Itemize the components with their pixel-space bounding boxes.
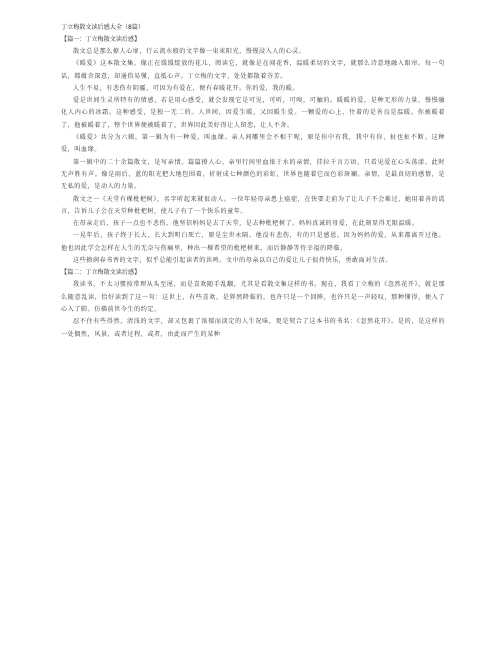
paragraph: 散文总是那么撩人心扉，行云流水般的文字像一束束阳光，慢慢浸入人的心灵。 (73, 48, 306, 55)
paragraph: 忍不住有些得然，清浅的文字，却又包裹了浓郁而淡定的人生况味，更是契合了这本书的书名：《忽然花开》。是的，是这样的一处偶然，风景，或者过程，或者，由此而产生的某种 (61, 318, 445, 338)
paragraph: 这些撩润春书香的文字，似乎总能引起读者的共鸣。文中的母亲以自己的爱让儿子很持快乐，勇敢面对生活。 (73, 257, 392, 265)
document-title: 丁立梅散文读后感大全（8篇） (61, 24, 145, 31)
paragraph: 在母亲走后，孩子一点也不悲伤，他坚信妈妈是去了天堂，是去种枇杷树了。妈妈真诚的母爱，在此刻显得无限温暖。 (73, 220, 419, 228)
paragraph: 我读书，不太习惯按常理从头至尾，而是喜欢随手乱翻，尤其是看散文集这样的书。现在，我看丁立梅的《忽然花开》，就是那么随意乱读，恰好读到了这一句：这世上，有些喜欢，是猝然降临的。也许只是一个回眸，也许只是一声轻叹，那种懂得，便入了心入了肺。仿佛前世今生的约定。 (61, 281, 445, 313)
paragraph: 一晃年后，孩子终于长大，长大到明白死亡，原是尘世永隔。他没有悲伤，有的只是感恩，因为妈妈的爱，从来都离开过他。他也因此学会怎样在人生的无奈与伤痛里，种出一棵希望的枇杷树来，而后静静等待幸福的降临。 (61, 232, 445, 252)
paragraph: 散文之一《天堂有棵枇杷树》，名字听起来就很动人。一位年轻母亲患上癌症，在快要走前为了让儿子不会难过，她用着善的谎言，告诉儿子会在天堂种枇杷树，使儿子有了一个快乐的童年。 (61, 195, 445, 215)
paragraph: 《暖爱》这本散文集，像正在缓缓绽放的花儿，阅读它，就像是在闻花香，温暖柔切的文字，就那么诗意地融入眼帘。每一句话，都蕴含深意，却通俗易懂，直抵心声。丁立梅的文字，处处都散着芬芳。 (61, 60, 445, 80)
paragraph: 第一辑中的二十余篇散文，是写亲情。篇篇撩人心。亲里行间里血浓于水的亲情，挂拉千言万语，只看见爱在心头荡漾。此时无声胜有声。像是雨后，蓝的阳光把大地包围着，折射成七种颜色的彩虹，世界也随着它而色彩斑斓。亲情，是最真切的感情，是无私的爱，是动人的力量。 (61, 158, 445, 191)
section-heading-2: 【篇二：丁立梅散文读后感】 (61, 269, 141, 277)
paragraph: 《暖爱》共分为六辑，第一辑为有一种爱，叫血缘。亲人间哪里会不相干呢，原是你中有我，我中有你，扯也扯不断。这种爱，叫血缘。 (61, 134, 445, 154)
section-heading-1: 【篇一：丁立梅散文读后感】 (61, 36, 141, 43)
document-page (61, 22, 445, 341)
paragraph: 爱是世间生灵所特有的情感，若是用心感受，就会发现它是可见，可听，可嗅，可触的。暖暖的爱，是种无形的力量，慢慢融化人内心的冰霜。这种感受，是独一无二的。人世间，因爱生暖，又因暖生爱。一颗爱的心上，往着的是善良是温暖。你被暖着了，他被暖着了，整个世界便被暖着了，世界因此美好得让人留恋，让人不舍。 (61, 97, 445, 129)
paragraph: 人生不易，有悲伤有阴霾，可因为有爱在，便有春暖花开。你的爱，我的暖。 (73, 84, 299, 92)
